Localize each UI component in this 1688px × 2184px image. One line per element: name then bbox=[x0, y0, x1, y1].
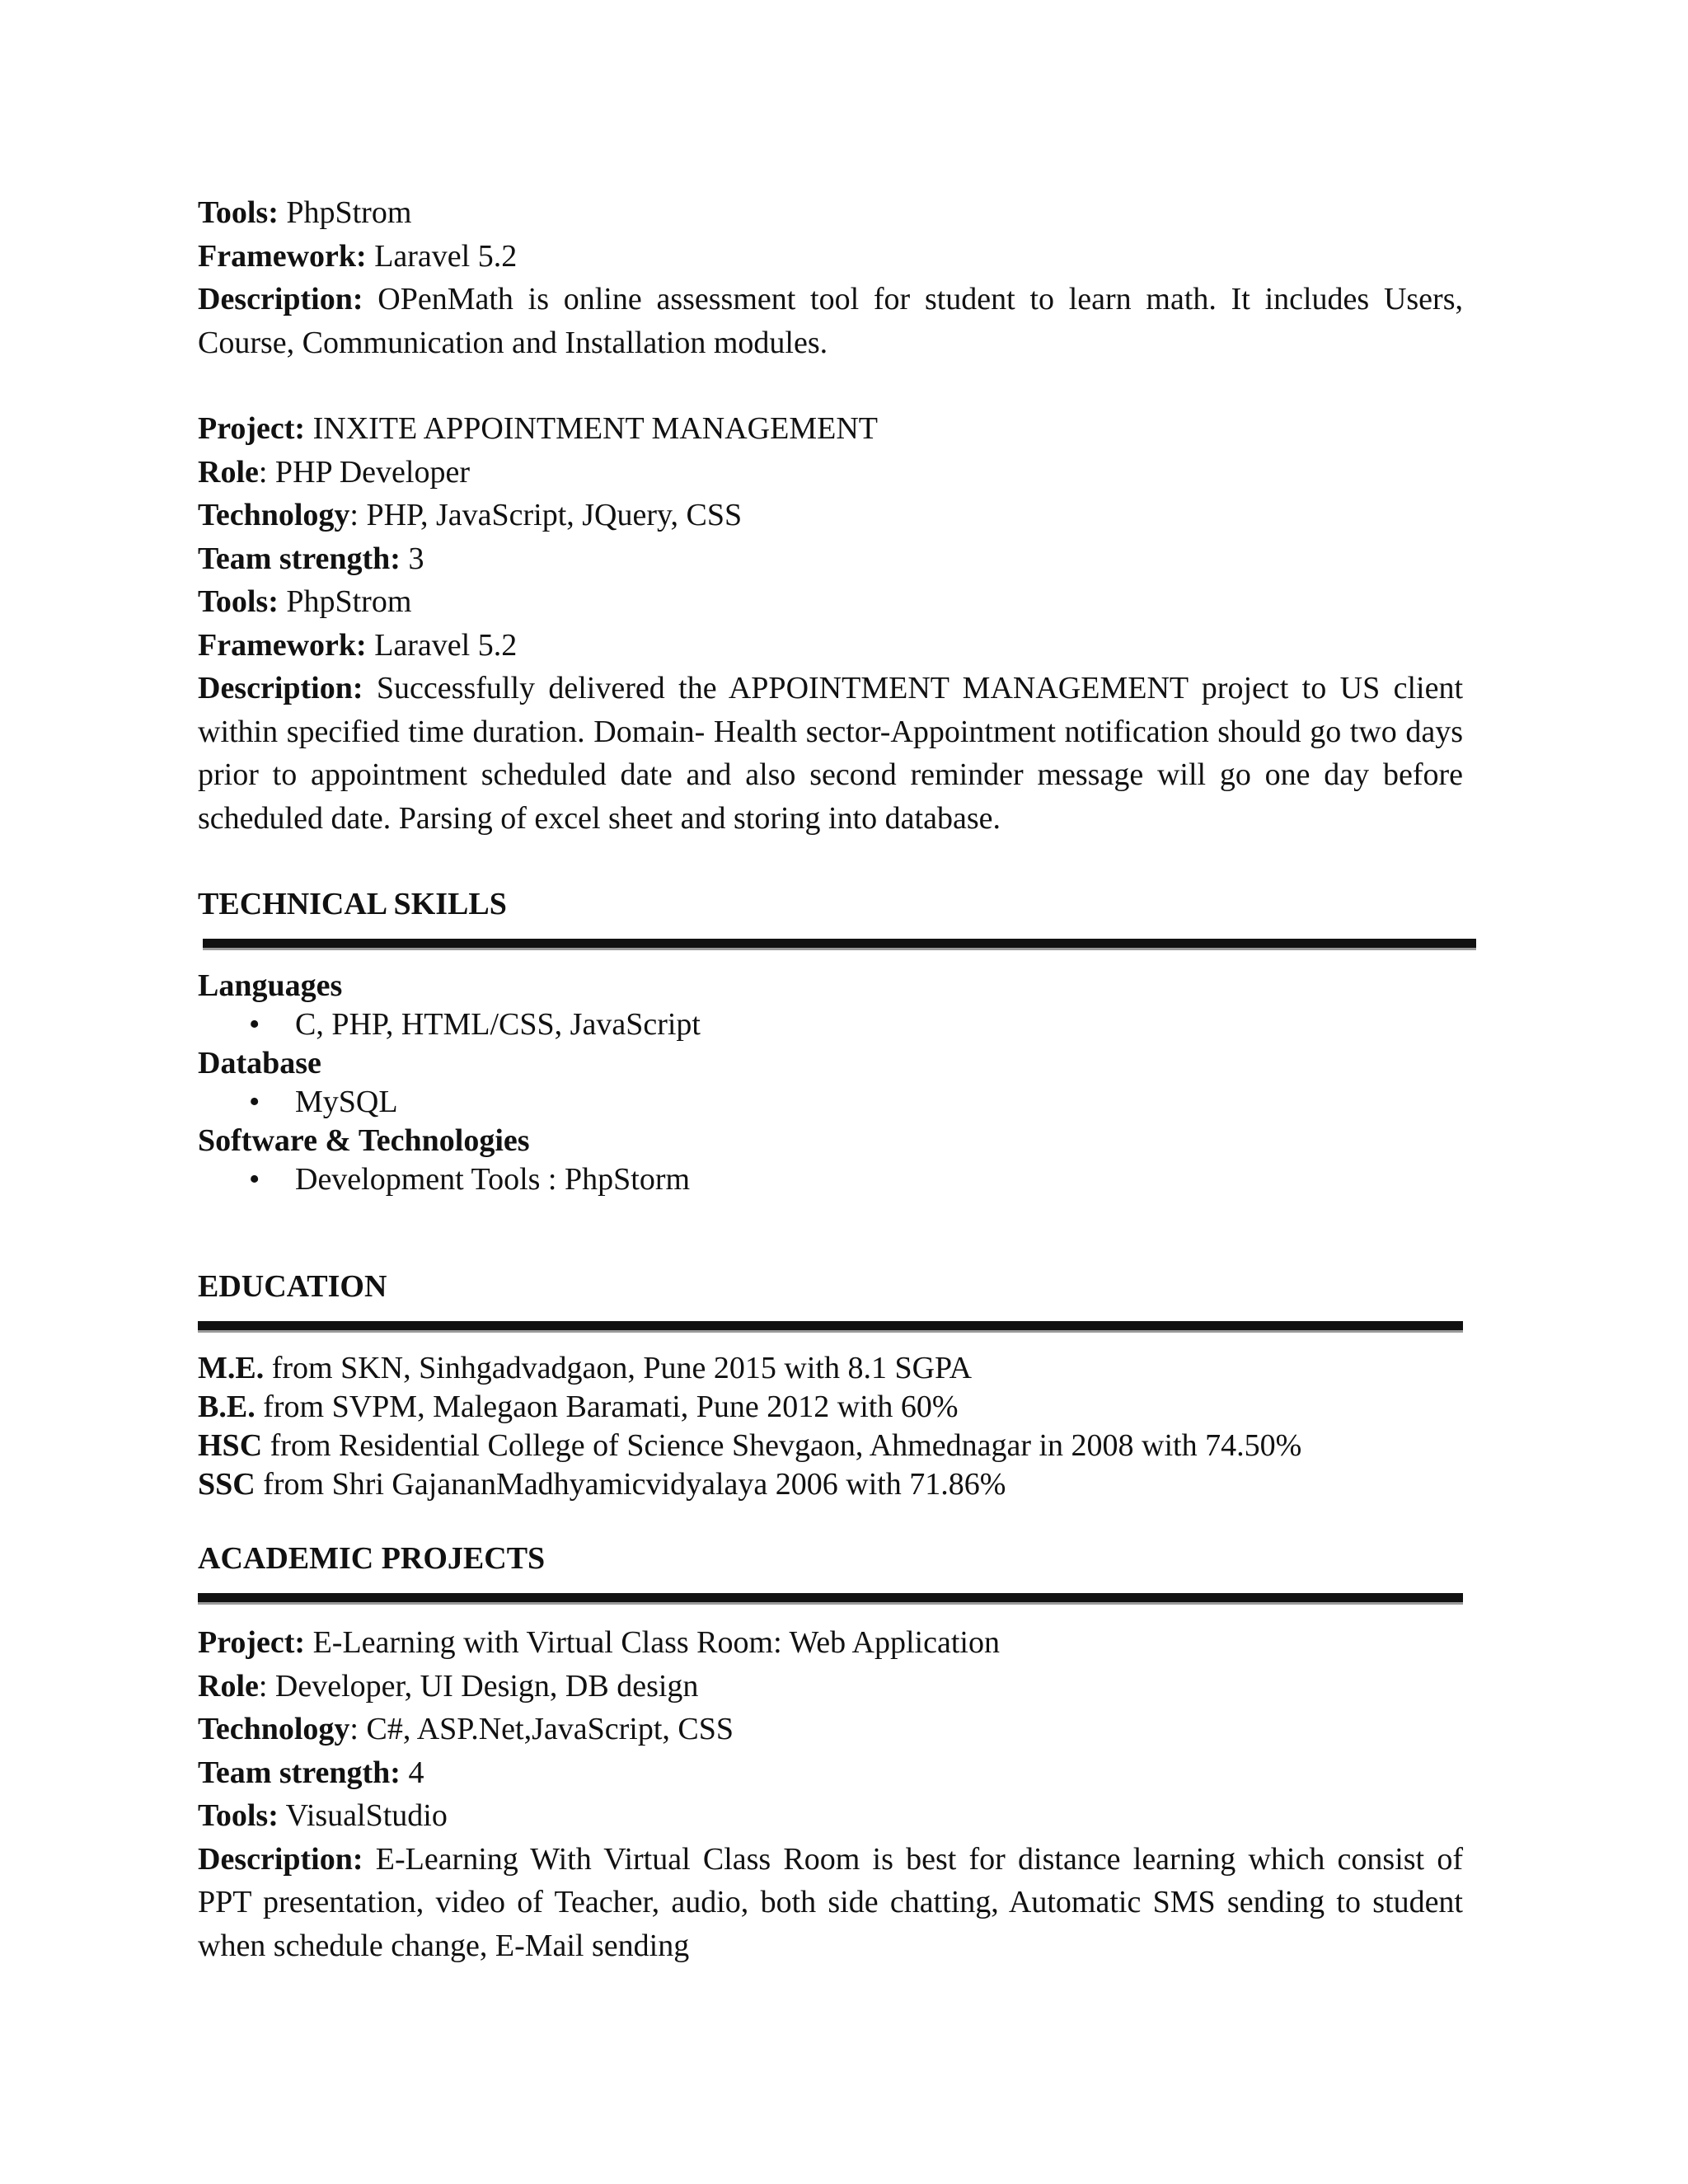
description-label: Description: bbox=[198, 282, 363, 316]
technology-label: Technology bbox=[198, 498, 350, 532]
degree-label: SSC bbox=[198, 1467, 256, 1502]
framework-value: Laravel 5.2 bbox=[366, 238, 518, 274]
project-value: E-Learning with Virtual Class Room: Web Application bbox=[305, 1625, 1000, 1660]
framework-value: Laravel 5.2 bbox=[366, 627, 518, 663]
section-divider bbox=[198, 1593, 1463, 1605]
description-value: Successfully delivered the APPOINTMENT MANAGEMENT project to US client within specified time duration. Domain- Health sector-Appointment notification should go two days prior to appointment scheduled date and also second reminder message will go one day before scheduled date. Parsing of excel sheet and storing into database. bbox=[198, 671, 1463, 836]
team-strength-value: 4 bbox=[400, 1755, 424, 1790]
role-label: Role bbox=[198, 1668, 259, 1704]
team-strength-line bbox=[198, 1751, 1484, 1795]
resume-page bbox=[198, 191, 1484, 1967]
languages-item: C, PHP, HTML/CSS, JavaScript bbox=[295, 1007, 701, 1042]
section-divider bbox=[198, 1321, 1463, 1333]
bullet-icon: • bbox=[249, 1007, 260, 1042]
software-item: Development Tools : PhpStorm bbox=[295, 1162, 691, 1197]
degree-label: B.E. bbox=[198, 1390, 256, 1424]
software-label: Software & Technologies bbox=[198, 1123, 530, 1158]
tools-value: PhpStrom bbox=[278, 195, 412, 230]
list-item bbox=[198, 1160, 1484, 1199]
description-paragraph bbox=[198, 278, 1463, 364]
degree-detail: from Shri GajananMadhyamicvidyalaya 2006 with 71.86% bbox=[255, 1467, 1006, 1502]
tools-line bbox=[198, 1794, 1484, 1838]
section-heading-education: EDUCATION bbox=[198, 1269, 387, 1304]
bullet-icon: • bbox=[249, 1162, 260, 1197]
project-value: INXITE APPOINTMENT MANAGEMENT bbox=[305, 411, 878, 446]
languages-label: Languages bbox=[198, 968, 343, 1003]
tools-label: Tools: bbox=[198, 584, 279, 619]
degree-label: M.E. bbox=[198, 1351, 265, 1385]
tools-label: Tools: bbox=[198, 1798, 279, 1833]
framework-label: Framework: bbox=[198, 238, 367, 274]
description-value: E-Learning With Virtual Class Room is best for distance learning which consist of PPT presentation, video of Teacher, audio, both side chatting, Automatic SMS sending to student when schedule change, E-Mail sending bbox=[198, 1841, 1463, 1963]
description-paragraph bbox=[198, 667, 1463, 840]
tools-value: VisualStudio bbox=[278, 1798, 448, 1833]
tools-value: PhpStrom bbox=[278, 584, 412, 619]
technology-value: : C#, ASP.Net,JavaScript, CSS bbox=[349, 1712, 734, 1746]
education-row bbox=[198, 1349, 1484, 1388]
team-strength-line bbox=[198, 537, 1484, 581]
list-item bbox=[198, 1083, 1484, 1122]
bullet-icon: • bbox=[249, 1085, 260, 1119]
degree-detail: from Residential College of Science Shevgaon, Ahmednagar in 2008 with 74.50% bbox=[262, 1428, 1302, 1463]
tools-line bbox=[198, 580, 1484, 624]
framework-line bbox=[198, 624, 1484, 668]
framework-line bbox=[198, 235, 1484, 279]
degree-detail: from SVPM, Malegaon Baramati, Pune 2012 with 60% bbox=[255, 1390, 959, 1424]
description-label: Description: bbox=[198, 671, 363, 705]
team-strength-label: Team strength: bbox=[198, 541, 401, 576]
team-strength-label: Team strength: bbox=[198, 1755, 401, 1790]
section-divider bbox=[203, 939, 1476, 950]
framework-label: Framework: bbox=[198, 627, 367, 663]
section-heading-technical-skills: TECHNICAL SKILLS bbox=[198, 887, 507, 921]
technology-value: : PHP, JavaScript, JQuery, CSS bbox=[349, 498, 743, 532]
role-value: : PHP Developer bbox=[258, 454, 470, 490]
database-item: MySQL bbox=[295, 1085, 398, 1119]
role-line bbox=[198, 1665, 1484, 1708]
database-label: Database bbox=[198, 1046, 321, 1080]
technology-label: Technology bbox=[198, 1712, 350, 1746]
degree-detail: from SKN, Sinhgadvadgaon, Pune 2015 with 8.1 SGPA bbox=[264, 1351, 973, 1385]
description-value: OPenMath is online assessment tool for student to learn math. It includes Users, Course, Communication and Installation modules. bbox=[198, 282, 1463, 360]
description-paragraph bbox=[198, 1838, 1463, 1968]
role-line bbox=[198, 451, 1484, 494]
education-row bbox=[198, 1465, 1484, 1504]
project-line bbox=[198, 1621, 1484, 1665]
tools-label: Tools: bbox=[198, 195, 279, 230]
tools-line bbox=[198, 191, 1484, 235]
project-line bbox=[198, 407, 1484, 451]
education-row bbox=[198, 1388, 1484, 1427]
list-item bbox=[198, 1005, 1484, 1044]
education-row bbox=[198, 1427, 1484, 1465]
description-label: Description: bbox=[198, 1841, 363, 1877]
section-heading-academic-projects: ACADEMIC PROJECTS bbox=[198, 1541, 546, 1576]
technology-line bbox=[198, 1708, 1484, 1751]
technology-line bbox=[198, 494, 1484, 537]
role-label: Role bbox=[198, 454, 259, 490]
project-label: Project: bbox=[198, 1625, 306, 1660]
role-value: : Developer, UI Design, DB design bbox=[258, 1668, 699, 1704]
degree-label: HSC bbox=[198, 1428, 263, 1463]
team-strength-value: 3 bbox=[400, 541, 424, 576]
project-label: Project: bbox=[198, 411, 306, 446]
